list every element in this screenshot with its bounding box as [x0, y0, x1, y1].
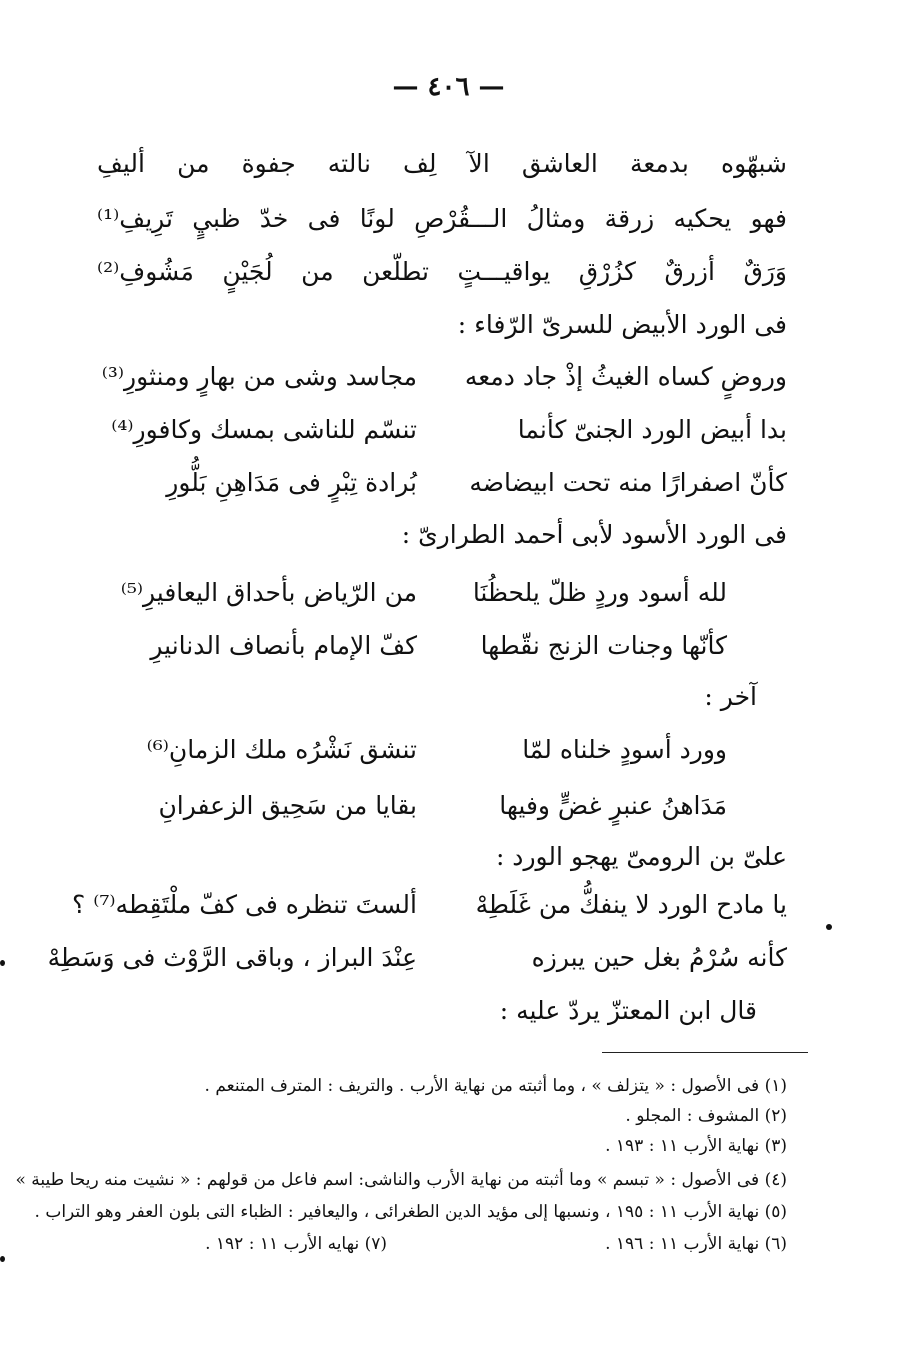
- verse-hemistich-left: ألستَ تنظره فى كفّ ملْتَقِطه⁽⁷⁾ ؟: [72, 890, 417, 919]
- verse-hemistich-left: كفّ الإمام بأنصاف الدنانيرِ: [150, 631, 417, 660]
- verse-hemistich-right: كأنّ اصفرارًا منه تحت ابيضاضه: [469, 468, 787, 497]
- scan-speck: [0, 960, 5, 966]
- section-heading: فى الورد الأسود لأبى أحمد الطرارىّ :: [401, 520, 787, 549]
- text-line: شبهّوه بدمعة العاشق الآ لِف نالته جفوة من أليفِ: [97, 149, 787, 178]
- verse-hemistich-left: مجاسد وشى من بهارٍ ومنثورِ⁽³⁾: [101, 362, 417, 391]
- footnote: (٦) نهاية الأرب ١١ : ١٩٦ .: [605, 1234, 787, 1254]
- scan-speck: [826, 924, 832, 930]
- text-line: وَرَقٌ أزرقٌ كزُرْقِ يواقيـــتٍ تطلّعن من لُجَيْنٍ مَشُوفِ⁽²⁾: [97, 257, 787, 286]
- verse-hemistich-right: بدا أبيض الورد الجنىّ كأنما: [517, 415, 787, 444]
- verse-hemistich-left: تنشق نَشْرُه ملك الزمانِ⁽⁶⁾: [146, 735, 417, 764]
- verse-hemistich-left: عِنْدَ البراز ، وباقى الرَّوْث فى وَسَطِهْ: [47, 943, 417, 972]
- section-heading: آخر :: [704, 682, 757, 711]
- verse-hemistich-left: من الرّياض بأحداق اليعافيرِ⁽⁵⁾: [120, 578, 417, 607]
- page-number: — ٤٠٦ —: [392, 72, 505, 102]
- verse-hemistich-right: مَدَاهنُ عنبرٍ غضٍّ وفيها: [499, 791, 727, 820]
- verse-hemistich-left: بقايا من سَحِيق الزعفرانِ: [158, 791, 417, 820]
- verse-hemistich-right: كأنه سُرْمُ بغل حين يبرزه: [531, 943, 787, 972]
- verse-hemistich-right: يا مادح الورد لا ينفكُّ من غَلَطِهْ: [475, 890, 787, 919]
- verse-hemistich-right: لله أسود وردٍ ظلّ يلحظُنَا: [472, 578, 727, 607]
- verse-hemistich-left: بُرادة تِبْرٍ فى مَدَاهِنِ بَلُّورِ: [166, 468, 417, 497]
- footnote: (٣) نهاية الأرب ١١ : ١٩٣ .: [605, 1136, 787, 1156]
- section-heading: علىّ بن الرومىّ يهجو الورد :: [495, 842, 787, 871]
- section-heading: فى الورد الأبيض للسرىّ الرّفاء :: [457, 310, 787, 339]
- scan-speck: [0, 1256, 5, 1262]
- verse-hemistich-right: وروضٍ كساه الغيثُ إذْ جاد دمعه: [464, 362, 787, 391]
- footnote: (٧) نهايه الأرب ١١ : ١٩٢ .: [205, 1234, 387, 1254]
- verse-hemistich-left: تنسّم للناشى بمسك وكافورِ⁽⁴⁾: [111, 415, 417, 444]
- footnote: (٤) فى الأصول : « تبسم » وما أثبته من نهاية الأرب والناشى: اسم فاعل من قولهم : « نشيت منه ريحا طيبة »: [15, 1170, 787, 1190]
- verse-hemistich-right: وورد أسودٍ خلناه لمّا: [522, 735, 727, 764]
- footnote: (٥) نهاية الأرب ١١ : ١٩٥ ، ونسبها إلى مؤيد الدين الطغرائى ، واليعافير : الظباء التى بلون العفر وهو التراب .: [34, 1202, 787, 1222]
- verse-hemistich-right: كأنّها وجنات الزنج نقّطها: [480, 631, 727, 660]
- text-line: فهو يحكيه زرقة ومثالُ الـــقُرْصِ لونًا فى خدّ ظبيٍ تَرِيفِ⁽¹⁾: [97, 204, 787, 233]
- footnote: (١) فى الأصول : « يتزلف » ، وما أثبته من نهاية الأرب . والتريف : المترف المتنعم .: [204, 1076, 787, 1096]
- footnote: (٢) المشوف : المجلو .: [625, 1106, 787, 1126]
- footnote-divider: [602, 1052, 808, 1053]
- section-heading: قال ابن المعتزّ يردّ عليه :: [499, 996, 757, 1025]
